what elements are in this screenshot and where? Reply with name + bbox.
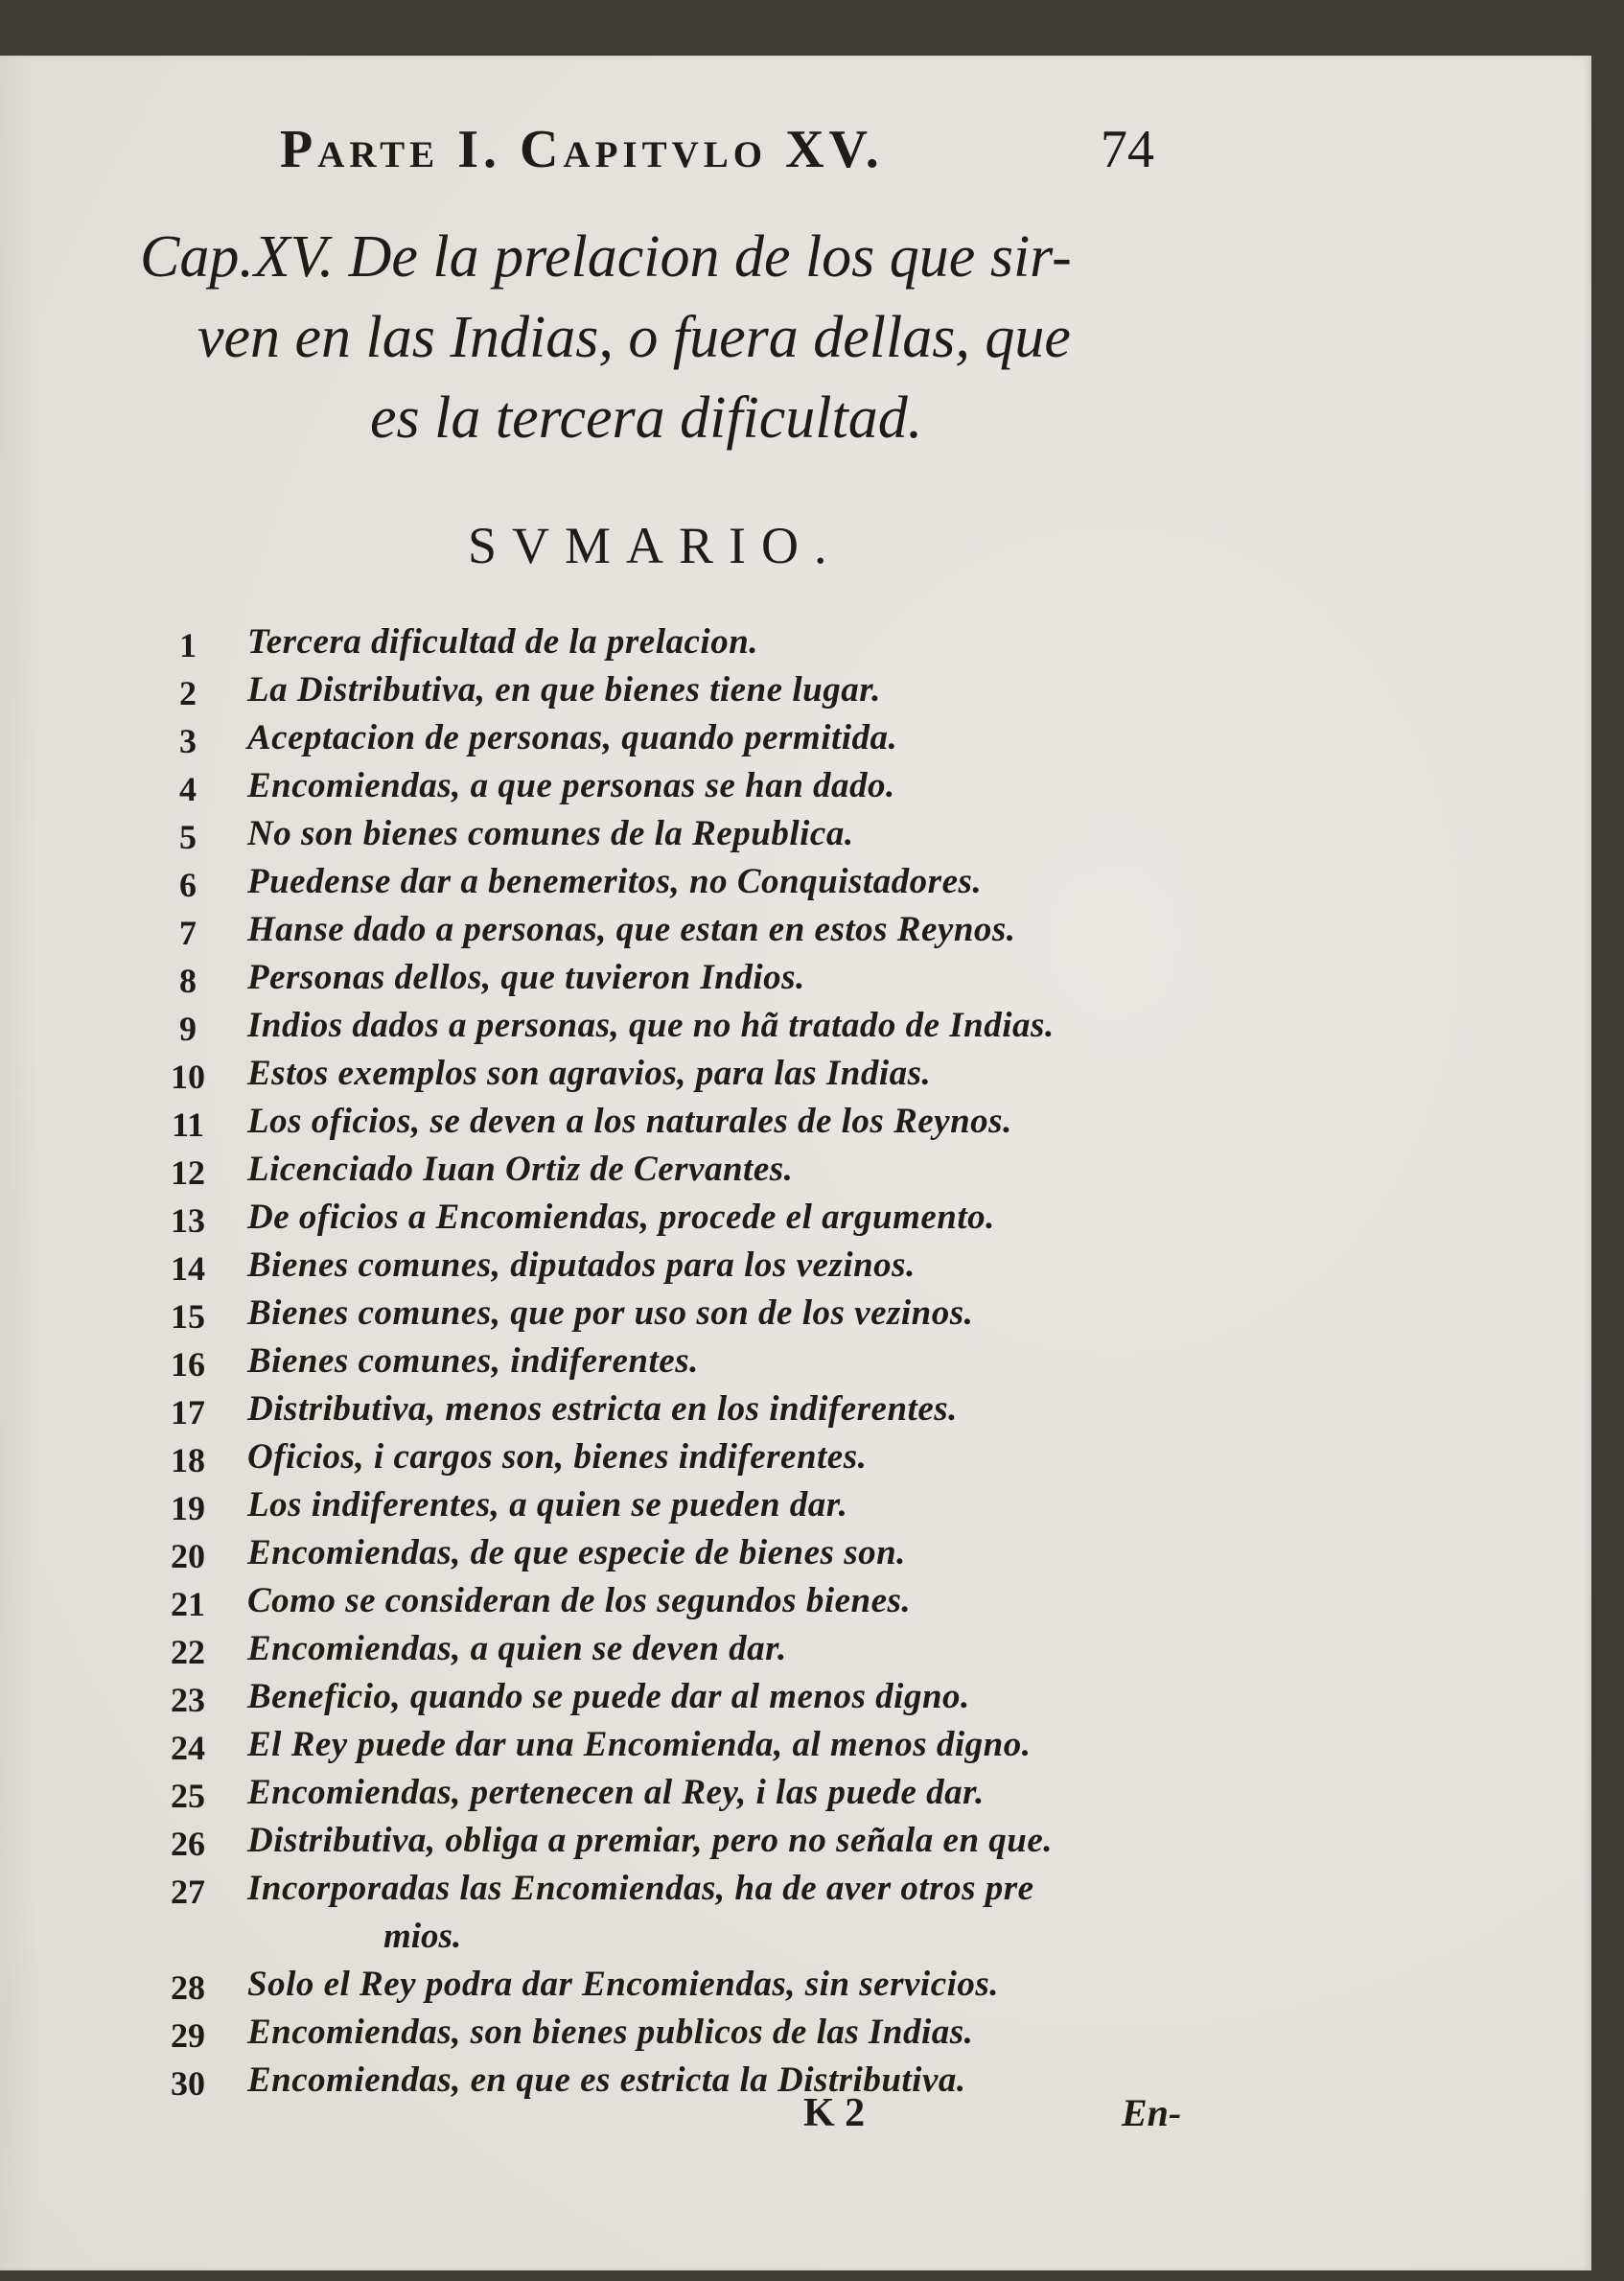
- item-text: Encomiendas, de que especie de bienes son.: [247, 1533, 906, 1572]
- item-text: Encomiendas, en que es estricta la Distributiva.: [247, 2060, 966, 2100]
- chapter-title-line-1: Cap.XV. De la prelacion de los que sir-: [140, 224, 1072, 290]
- item-number: 22: [171, 1633, 205, 1671]
- item-text: Distributiva, menos estricta en los indiferentes.: [247, 1389, 958, 1429]
- item-number: 26: [171, 1825, 205, 1863]
- item-text: Los oficios, se deven a los naturales de los Reynos.: [247, 1102, 1012, 1141]
- item-number: 19: [171, 1489, 205, 1527]
- item-text: Encomiendas, a quien se deven dar.: [247, 1629, 787, 1668]
- item-number: 24: [171, 1729, 205, 1767]
- item-text: El Rey puede dar una Encomienda, al menos digno.: [247, 1725, 1032, 1764]
- item-text: Solo el Rey podra dar Encomiendas, sin servicios.: [247, 1965, 1000, 2004]
- item-text: Hanse dado a personas, que estan en estos Reynos.: [247, 910, 1016, 949]
- item-text: De oficios a Encomiendas, procede el argumento.: [247, 1198, 995, 1237]
- item-text: Licenciado Iuan Ortiz de Cervantes.: [247, 1150, 794, 1189]
- item-number: 1: [179, 626, 197, 664]
- chapter-title-line-2: ven en las Indias, o fuera dellas, que: [197, 305, 1071, 370]
- item-text: Oficios, i cargos son, bienes indiferentes.: [247, 1437, 868, 1477]
- item-number: 2: [179, 674, 197, 712]
- item-text: Puedense dar a benemeritos, no Conquistadores.: [247, 862, 983, 901]
- item-text: Beneficio, quando se puede dar al menos digno.: [247, 1677, 970, 1716]
- item-number: 12: [171, 1153, 205, 1192]
- item-text: Los indiferentes, a quien se pueden dar.: [247, 1485, 848, 1525]
- item-number: 9: [179, 1010, 197, 1048]
- item-number: 14: [171, 1249, 205, 1288]
- item-text: Incorporadas las Encomiendas, ha de aver otros pre: [247, 1869, 1034, 1908]
- chapter-title-line-3: es la tercera dificultad.: [370, 385, 923, 451]
- item-number: 16: [171, 1345, 205, 1384]
- item-number: 29: [171, 2016, 205, 2055]
- item-number: 4: [179, 770, 197, 808]
- item-number: 10: [171, 1058, 205, 1096]
- item-number: 8: [179, 962, 197, 1000]
- item-text: Encomiendas, pertenecen al Rey, i las puede dar.: [247, 1773, 985, 1812]
- item-number: 25: [171, 1777, 205, 1815]
- item-number: 18: [171, 1441, 205, 1479]
- book-page: [0, 56, 1591, 2270]
- item-number: 21: [171, 1585, 205, 1623]
- item-number: 11: [171, 1106, 204, 1144]
- item-text: Estos exemplos son agravios, para las Indias.: [247, 1054, 932, 1093]
- item-number: 20: [171, 1537, 205, 1575]
- item-number: 17: [171, 1393, 205, 1431]
- item-number: 6: [179, 866, 197, 904]
- sumario-heading: SVMARIO.: [468, 517, 843, 574]
- item-number: 30: [171, 2064, 205, 2103]
- running-head: Parte I. Capitvlo XV.: [280, 120, 884, 179]
- item-text: Aceptacion de personas, quando permitida.: [247, 718, 898, 757]
- item-number: 27: [171, 1873, 205, 1911]
- chapter-title: [140, 217, 1195, 458]
- item-number: 7: [179, 914, 197, 952]
- item-number: 23: [171, 1681, 205, 1719]
- page-number: 74: [1101, 120, 1154, 179]
- catchword: En-: [1122, 2091, 1182, 2134]
- item-text: Distributiva, obliga a premiar, pero no señala en que.: [247, 1821, 1054, 1860]
- item-text: Bienes comunes, que por uso son de los vezinos.: [247, 1293, 974, 1333]
- item-text: Como se consideran de los segundos bienes.: [247, 1581, 912, 1620]
- item-text: Encomiendas, son bienes publicos de las Indias.: [247, 2013, 974, 2052]
- item-number: 3: [179, 722, 197, 760]
- item-text: Bienes comunes, diputados para los vezinos.: [247, 1245, 916, 1285]
- item-number: 5: [179, 818, 197, 856]
- item-number: 15: [171, 1297, 205, 1336]
- item-text: Indios dados a personas, que no hã tratado de Indias.: [247, 1006, 1055, 1045]
- item-number: 13: [171, 1201, 205, 1240]
- item-text: La Distributiva, en que bienes tiene lugar.: [247, 670, 881, 710]
- item-text: Personas dellos, que tuvieron Indios.: [247, 958, 805, 997]
- item-text: Bienes comunes, indiferentes.: [247, 1341, 699, 1381]
- item-text-continuation: mios.: [383, 1917, 462, 1956]
- item-text: Tercera dificultad de la prelacion.: [247, 622, 759, 662]
- item-text: Encomiendas, a que personas se han dado.: [247, 766, 895, 805]
- signature-mark: K 2: [803, 2091, 866, 2135]
- item-number: 28: [171, 1968, 205, 2007]
- item-text: No son bienes comunes de la Republica.: [247, 814, 854, 853]
